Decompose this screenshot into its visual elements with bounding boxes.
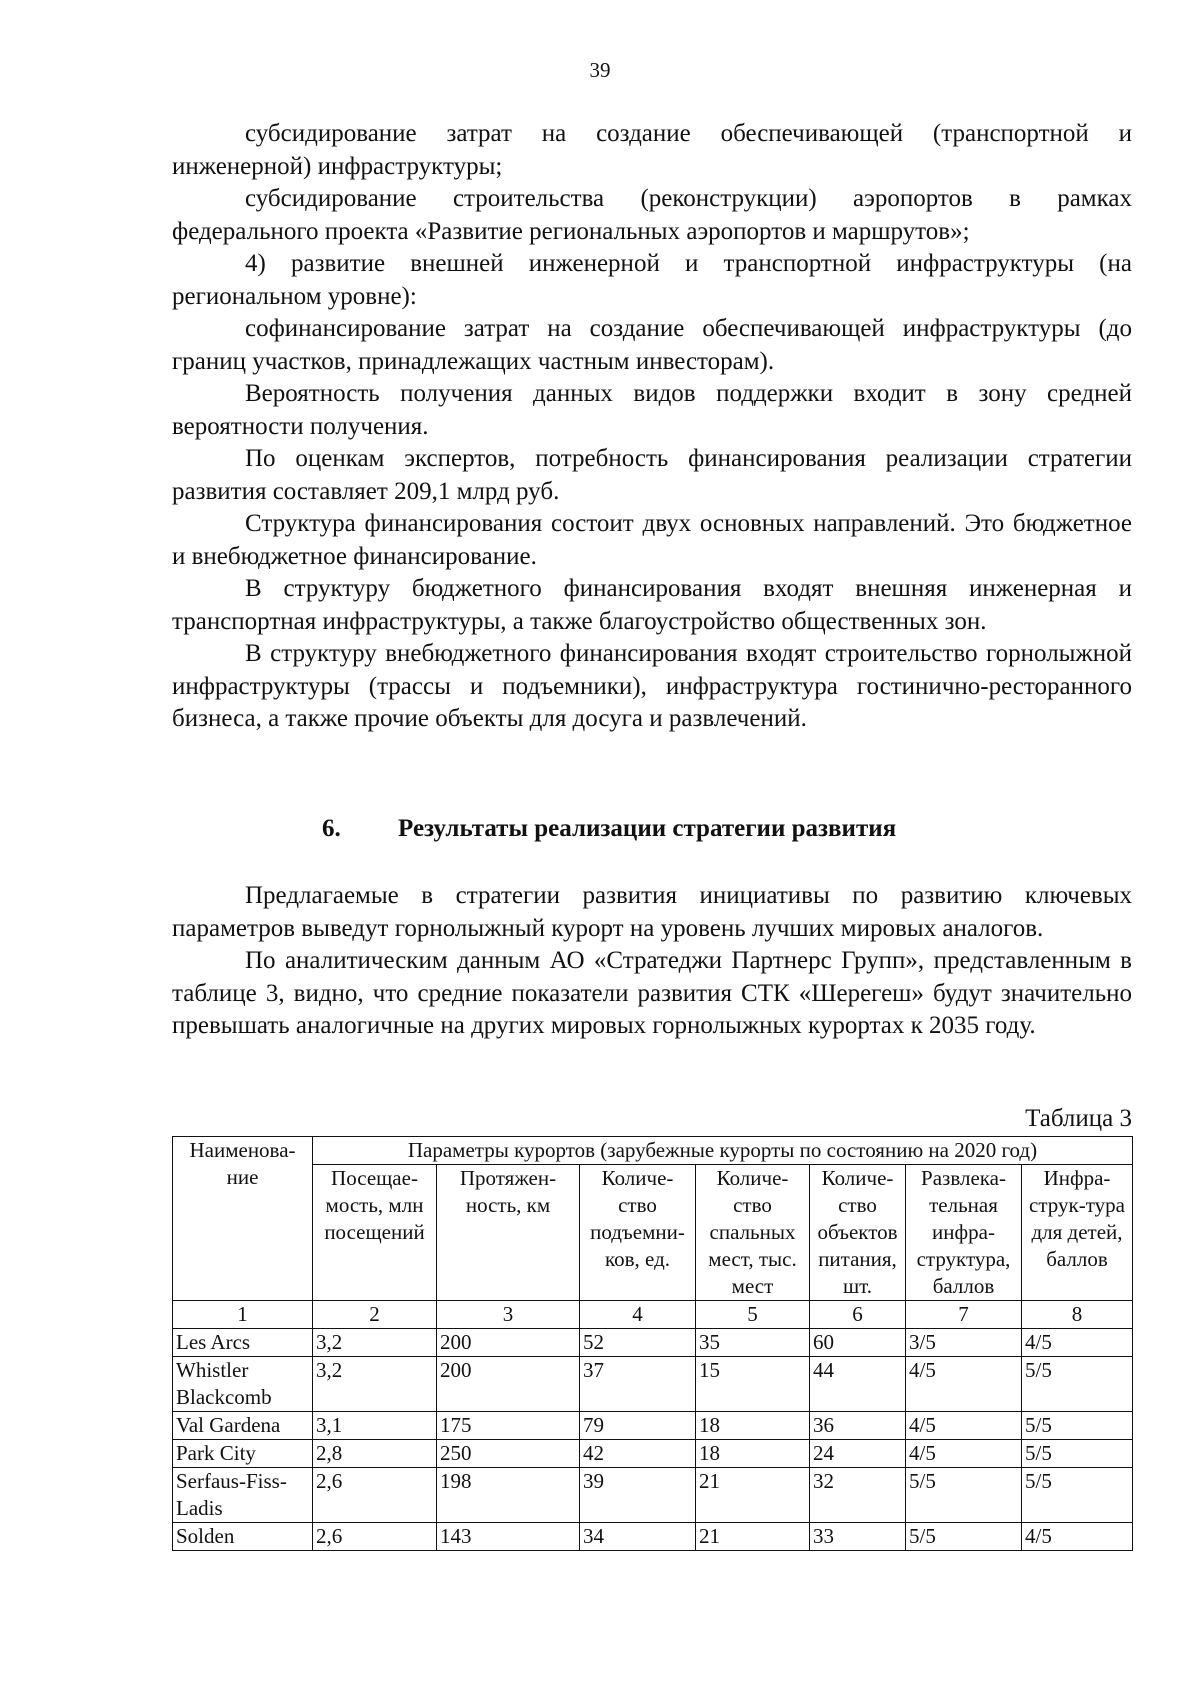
table-cell: 18 — [696, 1412, 810, 1440]
resorts-table — [172, 1136, 1133, 1551]
page-number: 39 — [589, 58, 611, 82]
paragraph: субсидирование строительства (реконструкции) аэропортов в рамках федерального проекта «Развитие региональных аэропортов и маршрутов»; — [172, 185, 1132, 245]
column-header: Развлека-тельная инфра-структура, баллов — [906, 1165, 1022, 1301]
resort-name-cell: Val Gardena — [173, 1412, 313, 1440]
table-row — [173, 1329, 1133, 1357]
table-cell: 3,2 — [313, 1357, 437, 1412]
table-cell: 3,2 — [313, 1329, 437, 1357]
index-cell: 6 — [810, 1301, 906, 1329]
table-cell: 79 — [580, 1412, 696, 1440]
name-header: Наименова-ние — [173, 1137, 313, 1301]
table-cell: 3,1 — [313, 1412, 437, 1440]
table-cell: 21 — [696, 1523, 810, 1551]
table-cell: 4/5 — [1022, 1523, 1133, 1551]
table-row — [173, 1468, 1133, 1523]
table-cell: 250 — [437, 1440, 580, 1468]
table-cell: 5/5 — [1022, 1468, 1133, 1523]
table-cell: 4/5 — [906, 1357, 1022, 1412]
table-cell: 44 — [810, 1357, 906, 1412]
paragraph: По аналитическим данным АО «Стратеджи Партнерс Групп», представленным в таблице 3, видно, что средние показатели развития СТК «Шерегеш» будут значительно превышать аналогичные на других мировых горнолыжных курортах к 2035 году. — [172, 947, 1132, 1039]
table-subheader-row — [173, 1165, 1133, 1301]
table-cell: 37 — [580, 1357, 696, 1412]
table-cell: 18 — [696, 1440, 810, 1468]
column-header: Инфра-струк-тура для детей, баллов — [1022, 1165, 1133, 1301]
table-cell: 3/5 — [906, 1329, 1022, 1357]
paragraph: софинансирование затрат на создание обеспечивающей инфраструктуры (до границ участков, принадлежащих частным инвесторам). — [172, 315, 1132, 375]
table-cell: 5/5 — [1022, 1440, 1133, 1468]
table-cell: 33 — [810, 1523, 906, 1551]
table-row — [173, 1440, 1133, 1468]
table-cell: 42 — [580, 1440, 696, 1468]
column-header: Количе-ство спальных мест, тыс. мест — [696, 1165, 810, 1301]
table-cell: 60 — [810, 1329, 906, 1357]
resort-name-cell: Les Arcs — [173, 1329, 313, 1357]
table-cell: 39 — [580, 1468, 696, 1523]
table-cell: 4/5 — [906, 1412, 1022, 1440]
results-text — [172, 880, 1132, 1043]
group-header: Параметры курортов (зарубежные курорты по состоянию на 2020 год) — [313, 1137, 1133, 1165]
table-cell: 5/5 — [906, 1523, 1022, 1551]
index-cell: 5 — [696, 1301, 810, 1329]
index-cell: 3 — [437, 1301, 580, 1329]
table-row — [173, 1412, 1133, 1440]
column-header: Протяжен-ность, км — [437, 1165, 580, 1301]
table-cell: 36 — [810, 1412, 906, 1440]
column-header: Посещае-мость, млн посещений — [313, 1165, 437, 1301]
table-cell: 52 — [580, 1329, 696, 1357]
table-cell: 2,8 — [313, 1440, 437, 1468]
index-cell: 2 — [313, 1301, 437, 1329]
paragraph: субсидирование затрат на создание обеспечивающей (транспортной и инженерной) инфраструктуры; — [172, 120, 1132, 180]
table-cell: 4/5 — [906, 1440, 1022, 1468]
resort-name-cell: Park City — [173, 1440, 313, 1468]
resort-name-cell: Serfaus-Fiss-Ladis — [173, 1468, 313, 1523]
table-cell: 4/5 — [1022, 1329, 1133, 1357]
table-header-row — [173, 1137, 1133, 1165]
paragraph: Предлагаемые в стратегии развития инициативы по развитию ключевых параметров выведут горнолыжный курорт на уровень лучших мировых аналогов. — [172, 882, 1132, 942]
table-row — [173, 1523, 1133, 1551]
table-cell: 5/5 — [906, 1468, 1022, 1523]
index-cell: 1 — [173, 1301, 313, 1329]
index-cell: 8 — [1022, 1301, 1133, 1329]
resort-name-cell: Whistler Blackcomb — [173, 1357, 313, 1412]
table-cell: 198 — [437, 1468, 580, 1523]
column-header: Количе-ство объектов питания, шт. — [810, 1165, 906, 1301]
table-cell: 2,6 — [313, 1468, 437, 1523]
table-cell: 143 — [437, 1523, 580, 1551]
table-caption: Таблица 3 — [1025, 1105, 1132, 1132]
table-cell: 5/5 — [1022, 1412, 1133, 1440]
paragraph: В структуру внебюджетного финансирования входят строительство горнолыжной инфраструктуры (трассы и подъемники), инфраструктура гостинично-ресторанного бизнеса, а также прочие объекты для досуга и развлечений. — [172, 640, 1132, 732]
table-cell: 32 — [810, 1468, 906, 1523]
table-cell: 15 — [696, 1357, 810, 1412]
table-cell: 2,6 — [313, 1523, 437, 1551]
section-number: 6. — [322, 815, 341, 842]
table-cell: 35 — [696, 1329, 810, 1357]
resort-name-cell: Solden — [173, 1523, 313, 1551]
table-cell: 200 — [437, 1357, 580, 1412]
paragraph: Вероятность получения данных видов поддержки входит в зону средней вероятности получения. — [172, 380, 1132, 440]
paragraph: Структура финансирования состоит двух основных направлений. Это бюджетное и внебюджетное финансирование. — [172, 510, 1132, 570]
table-cell: 21 — [696, 1468, 810, 1523]
table-row — [173, 1357, 1133, 1412]
index-cell: 7 — [906, 1301, 1022, 1329]
table-cell: 34 — [580, 1523, 696, 1551]
table-cell: 5/5 — [1022, 1357, 1133, 1412]
body-text — [172, 118, 1132, 736]
index-row — [173, 1301, 1133, 1329]
table-cell: 24 — [810, 1440, 906, 1468]
paragraph: В структуру бюджетного финансирования входят внешняя инженерная и транспортная инфраструктуры, а также благоустройство общественных зон. — [172, 575, 1132, 635]
table-cell: 200 — [437, 1329, 580, 1357]
section-title: Результаты реализации стратегии развития — [398, 815, 897, 842]
table-cell: 175 — [437, 1412, 580, 1440]
paragraph: По оценкам экспертов, потребность финансирования реализации стратегии развития составляет 209,1 млрд руб. — [172, 445, 1132, 505]
paragraph: 4) развитие внешней инженерной и транспортной инфраструктуры (на региональном уровне): — [172, 250, 1132, 310]
index-cell: 4 — [580, 1301, 696, 1329]
column-header: Количе-ство подъемни-ков, ед. — [580, 1165, 696, 1301]
